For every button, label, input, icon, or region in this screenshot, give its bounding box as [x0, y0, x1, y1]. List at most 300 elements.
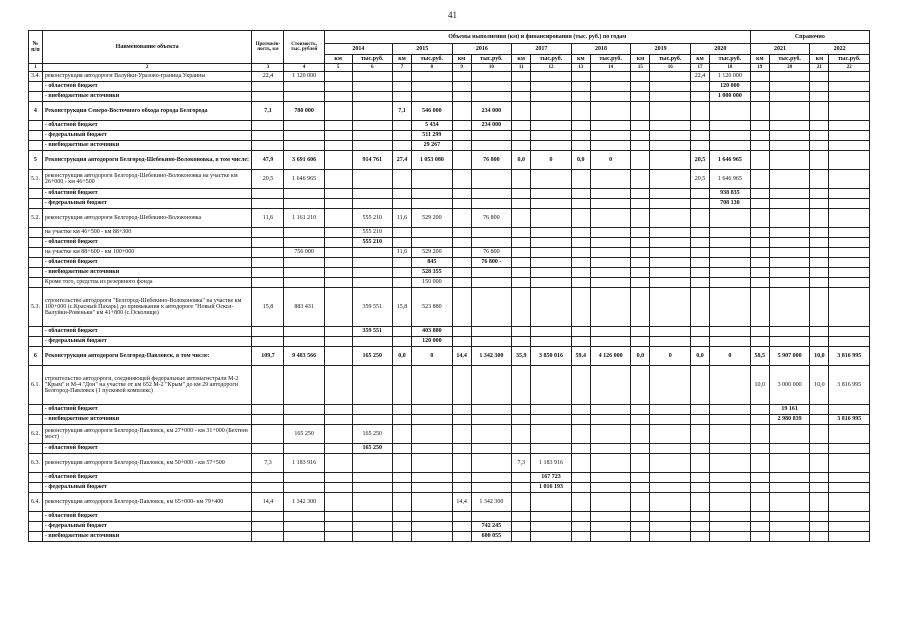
- value-cell: [650, 199, 690, 209]
- row-number-cell: [29, 82, 43, 92]
- value-cell: [769, 72, 809, 82]
- value-cell: [252, 189, 284, 199]
- value-cell: [352, 121, 392, 131]
- value-cell: 234 000: [471, 121, 511, 131]
- table-row: [29, 415, 870, 425]
- header-length: Протяжён-ность, км: [252, 31, 284, 64]
- value-cell: [531, 405, 571, 415]
- value-cell: [471, 512, 511, 522]
- value-cell: [690, 444, 709, 454]
- row-number-cell: [29, 405, 43, 415]
- value-cell: [571, 366, 590, 405]
- value-cell: 528 355: [412, 268, 452, 278]
- value-cell: 15,8: [392, 288, 411, 327]
- value-cell: 1 342 300: [471, 347, 511, 366]
- value-cell: [769, 82, 809, 92]
- value-cell: [352, 522, 392, 532]
- value-cell: [690, 278, 709, 288]
- value-cell: [531, 258, 571, 268]
- value-cell: [284, 199, 324, 209]
- value-cell: [252, 405, 284, 415]
- value-cell: [512, 522, 531, 532]
- table-row: [29, 444, 870, 454]
- unit-rub-2021: тыс.руб.: [769, 55, 809, 64]
- row-number-cell: [29, 121, 43, 131]
- object-name-cell: реконструкция автодороги Белгород-Павловск, км 65+000- км 79+400: [42, 493, 252, 512]
- value-cell: [252, 131, 284, 141]
- value-cell: [710, 532, 751, 542]
- value-cell: 1 161 210: [284, 209, 324, 228]
- value-cell: [750, 483, 769, 493]
- value-cell: [810, 473, 829, 483]
- value-cell: [590, 454, 630, 473]
- value-cell: [512, 493, 531, 512]
- value-cell: [531, 72, 571, 82]
- value-cell: [531, 415, 571, 425]
- value-cell: [284, 512, 324, 522]
- value-cell: [710, 288, 751, 327]
- value-cell: [452, 199, 471, 209]
- value-cell: [452, 278, 471, 288]
- value-cell: [452, 405, 471, 415]
- value-cell: 76 800: [471, 248, 511, 258]
- value-cell: [710, 209, 751, 228]
- value-cell: [452, 131, 471, 141]
- row-number-cell: 6.2.: [29, 425, 43, 444]
- value-cell: [590, 366, 630, 405]
- value-cell: [531, 337, 571, 347]
- value-cell: [650, 268, 690, 278]
- value-cell: [252, 92, 284, 102]
- header-no: № п/п: [29, 31, 43, 64]
- value-cell: [452, 189, 471, 199]
- row-number-cell: 6.1.: [29, 366, 43, 405]
- value-cell: [590, 238, 630, 248]
- value-cell: [252, 258, 284, 268]
- value-cell: [690, 228, 709, 238]
- value-cell: 5 907 000: [769, 347, 809, 366]
- value-cell: [590, 268, 630, 278]
- value-cell: [352, 248, 392, 258]
- value-cell: [471, 170, 511, 189]
- value-cell: [531, 82, 571, 92]
- value-cell: [324, 454, 352, 473]
- value-cell: [571, 288, 590, 327]
- value-cell: [471, 82, 511, 92]
- value-cell: [324, 493, 352, 512]
- value-cell: 1 646 965: [710, 170, 751, 189]
- object-name-cell: - областной бюджет: [42, 405, 252, 415]
- table-row: [29, 483, 870, 493]
- value-cell: [512, 288, 531, 327]
- value-cell: [769, 532, 809, 542]
- value-cell: [750, 454, 769, 473]
- value-cell: [769, 288, 809, 327]
- value-cell: 0,0: [690, 347, 709, 366]
- value-cell: [690, 522, 709, 532]
- year-header-2014: 2014: [324, 44, 392, 55]
- value-cell: [631, 288, 650, 327]
- object-name-cell: Кроме того, средства из резервного фонда: [42, 278, 252, 288]
- value-cell: [590, 170, 630, 189]
- value-cell: [571, 444, 590, 454]
- object-name-cell: Реконструкция Северо-Восточного обхода города Белгорода: [42, 102, 252, 121]
- value-cell: 529 200: [412, 248, 452, 258]
- value-cell: [412, 228, 452, 238]
- value-cell: [324, 532, 352, 542]
- value-cell: [571, 92, 590, 102]
- value-cell: [769, 512, 809, 522]
- value-cell: [750, 522, 769, 532]
- value-cell: [769, 327, 809, 337]
- value-cell: [412, 82, 452, 92]
- value-cell: [690, 493, 709, 512]
- value-cell: [252, 532, 284, 542]
- value-cell: [252, 268, 284, 278]
- value-cell: [452, 366, 471, 405]
- value-cell: [631, 327, 650, 337]
- unit-rub-2022: тыс.руб.: [829, 55, 870, 64]
- value-cell: [324, 512, 352, 522]
- table-row: [29, 522, 870, 532]
- value-cell: [452, 473, 471, 483]
- value-cell: [324, 425, 352, 444]
- table-row: [29, 151, 870, 170]
- value-cell: [810, 209, 829, 228]
- table-row: [29, 238, 870, 248]
- value-cell: [650, 337, 690, 347]
- value-cell: [710, 131, 751, 141]
- value-cell: [531, 131, 571, 141]
- value-cell: [710, 512, 751, 522]
- value-cell: 22,4: [690, 72, 709, 82]
- value-cell: [471, 189, 511, 199]
- value-cell: [750, 288, 769, 327]
- value-cell: [750, 131, 769, 141]
- value-cell: [590, 415, 630, 425]
- value-cell: [590, 337, 630, 347]
- column-number: 19: [750, 64, 769, 72]
- value-cell: [392, 141, 411, 151]
- value-cell: [252, 238, 284, 248]
- value-cell: [710, 337, 751, 347]
- row-number-cell: [29, 278, 43, 288]
- value-cell: [690, 483, 709, 493]
- value-cell: [531, 268, 571, 278]
- value-cell: [829, 72, 870, 82]
- value-cell: [352, 258, 392, 268]
- object-name-cell: - областной бюджет: [42, 512, 252, 522]
- value-cell: [571, 532, 590, 542]
- value-cell: [471, 228, 511, 238]
- value-cell: [452, 72, 471, 82]
- value-cell: [810, 228, 829, 238]
- value-cell: [452, 532, 471, 542]
- value-cell: [392, 337, 411, 347]
- row-number-cell: 3.4.: [29, 72, 43, 82]
- value-cell: [571, 72, 590, 82]
- value-cell: [750, 258, 769, 268]
- unit-km-2021: км: [750, 55, 769, 64]
- row-number-cell: [29, 258, 43, 268]
- value-cell: [571, 454, 590, 473]
- value-cell: [810, 415, 829, 425]
- value-cell: [452, 454, 471, 473]
- value-cell: [690, 268, 709, 278]
- value-cell: [512, 532, 531, 542]
- value-cell: [750, 170, 769, 189]
- unit-rub-2014: тыс.руб.: [352, 55, 392, 64]
- value-cell: 120 000: [710, 82, 751, 92]
- row-number-cell: 6.4.: [29, 493, 43, 512]
- value-cell: [829, 209, 870, 228]
- value-cell: [392, 327, 411, 337]
- value-cell: [392, 131, 411, 141]
- value-cell: [252, 512, 284, 522]
- unit-rub-2015: тыс.руб.: [412, 55, 452, 64]
- value-cell: 3 816 995: [829, 347, 870, 366]
- value-cell: 76 800: [471, 151, 511, 170]
- value-cell: [631, 268, 650, 278]
- row-number-cell: [29, 228, 43, 238]
- object-name-cell: - федеральный бюджет: [42, 199, 252, 209]
- value-cell: [829, 493, 870, 512]
- value-cell: [284, 131, 324, 141]
- value-cell: [252, 121, 284, 131]
- value-cell: [452, 209, 471, 228]
- value-cell: [452, 258, 471, 268]
- table-row: [29, 121, 870, 131]
- object-name-cell: - внебюджетные источники: [42, 415, 252, 425]
- value-cell: 0,0: [631, 347, 650, 366]
- value-cell: [710, 473, 751, 483]
- value-cell: [471, 366, 511, 405]
- value-cell: [471, 337, 511, 347]
- table-row: [29, 278, 870, 288]
- value-cell: [590, 405, 630, 415]
- value-cell: [512, 268, 531, 278]
- value-cell: [252, 248, 284, 258]
- value-cell: [512, 405, 531, 415]
- value-cell: [324, 405, 352, 415]
- value-cell: [571, 268, 590, 278]
- value-cell: [829, 189, 870, 199]
- value-cell: [810, 278, 829, 288]
- value-cell: [750, 327, 769, 337]
- value-cell: [750, 121, 769, 131]
- value-cell: [252, 444, 284, 454]
- value-cell: [829, 405, 870, 415]
- value-cell: 1 342 300: [284, 493, 324, 512]
- value-cell: [810, 532, 829, 542]
- value-cell: [392, 532, 411, 542]
- value-cell: [810, 199, 829, 209]
- table-row: [29, 366, 870, 405]
- value-cell: [769, 199, 809, 209]
- row-number-cell: 5: [29, 151, 43, 170]
- value-cell: [571, 82, 590, 92]
- value-cell: [829, 170, 870, 189]
- value-cell: [392, 483, 411, 493]
- value-cell: 167 723: [531, 473, 571, 483]
- value-cell: [352, 170, 392, 189]
- unit-km-2016: км: [452, 55, 471, 64]
- value-cell: [512, 82, 531, 92]
- value-cell: [769, 522, 809, 532]
- table-row: [29, 288, 870, 327]
- value-cell: [284, 532, 324, 542]
- value-cell: 11,6: [252, 209, 284, 228]
- value-cell: [412, 522, 452, 532]
- value-cell: [590, 278, 630, 288]
- value-cell: [650, 366, 690, 405]
- value-cell: [650, 141, 690, 151]
- value-cell: [452, 228, 471, 238]
- value-cell: [392, 92, 411, 102]
- value-cell: 1 646 965: [710, 151, 751, 170]
- value-cell: [252, 82, 284, 92]
- year-header-2019: 2019: [631, 44, 691, 55]
- value-cell: [631, 366, 650, 405]
- value-cell: [590, 92, 630, 102]
- value-cell: 883 431: [284, 288, 324, 327]
- table-row: [29, 405, 870, 415]
- object-name-cell: реконструкция автодороги Валуйки-Уразово-граница Украины: [42, 72, 252, 82]
- value-cell: [252, 278, 284, 288]
- value-cell: [531, 366, 571, 405]
- value-cell: [650, 189, 690, 199]
- value-cell: [452, 483, 471, 493]
- value-cell: [392, 238, 411, 248]
- year-header-2021: 2021: [750, 44, 810, 55]
- value-cell: [810, 102, 829, 121]
- value-cell: [452, 102, 471, 121]
- value-cell: [710, 238, 751, 248]
- object-name-cell: - областной бюджет: [42, 189, 252, 199]
- year-header-2015: 2015: [392, 44, 452, 55]
- object-name-cell: Реконструкция автодороги Белгород-Шебекино-Волоконовка, в том числе:: [42, 151, 252, 170]
- column-number: 8: [412, 64, 452, 72]
- header-cost: Стоимость, тыс. рублей: [284, 31, 324, 64]
- value-cell: [531, 522, 571, 532]
- value-cell: [829, 337, 870, 347]
- value-cell: [352, 72, 392, 82]
- value-cell: [531, 327, 571, 337]
- value-cell: [392, 199, 411, 209]
- column-number: 22: [829, 64, 870, 72]
- object-name-cell: - внебюджетные источники: [42, 532, 252, 542]
- value-cell: [750, 141, 769, 151]
- value-cell: [810, 405, 829, 415]
- value-cell: [392, 473, 411, 483]
- column-number: 17: [690, 64, 709, 72]
- value-cell: [531, 444, 571, 454]
- value-cell: [512, 444, 531, 454]
- value-cell: [252, 415, 284, 425]
- value-cell: [324, 228, 352, 238]
- value-cell: [829, 532, 870, 542]
- table-row: [29, 189, 870, 199]
- value-cell: [452, 248, 471, 258]
- value-cell: [571, 425, 590, 444]
- value-cell: [650, 405, 690, 415]
- value-cell: [650, 170, 690, 189]
- value-cell: [252, 199, 284, 209]
- value-cell: [392, 522, 411, 532]
- value-cell: [452, 444, 471, 454]
- value-cell: [392, 121, 411, 131]
- value-cell: [471, 454, 511, 473]
- value-cell: [810, 337, 829, 347]
- value-cell: [829, 102, 870, 121]
- value-cell: [512, 92, 531, 102]
- value-cell: [631, 209, 650, 228]
- value-cell: 10,0: [810, 347, 829, 366]
- value-cell: [650, 228, 690, 238]
- value-cell: [631, 532, 650, 542]
- value-cell: [324, 170, 352, 189]
- value-cell: [710, 102, 751, 121]
- value-cell: 165 250: [352, 444, 392, 454]
- value-cell: [631, 102, 650, 121]
- value-cell: [631, 141, 650, 151]
- value-cell: [631, 522, 650, 532]
- value-cell: [512, 473, 531, 483]
- value-cell: [284, 228, 324, 238]
- value-cell: [810, 258, 829, 268]
- value-cell: [571, 228, 590, 238]
- value-cell: [252, 425, 284, 444]
- value-cell: [252, 522, 284, 532]
- value-cell: [252, 473, 284, 483]
- value-cell: [750, 425, 769, 444]
- value-cell: [452, 288, 471, 327]
- value-cell: [392, 366, 411, 405]
- value-cell: 109,7: [252, 347, 284, 366]
- row-number-cell: [29, 337, 43, 347]
- value-cell: [471, 72, 511, 82]
- value-cell: [829, 327, 870, 337]
- value-cell: [531, 228, 571, 238]
- row-number-cell: [29, 522, 43, 532]
- table-row: [29, 170, 870, 189]
- value-cell: [590, 189, 630, 199]
- value-cell: [571, 337, 590, 347]
- row-number-cell: 6.3.: [29, 454, 43, 473]
- value-cell: 14,4: [452, 347, 471, 366]
- row-number-cell: 6: [29, 347, 43, 366]
- table-row: [29, 327, 870, 337]
- value-cell: [512, 425, 531, 444]
- value-cell: 0: [590, 151, 630, 170]
- value-cell: [650, 72, 690, 82]
- value-cell: [531, 238, 571, 248]
- value-cell: [769, 141, 809, 151]
- value-cell: [324, 366, 352, 405]
- value-cell: [512, 209, 531, 228]
- value-cell: [471, 444, 511, 454]
- value-cell: [392, 170, 411, 189]
- value-cell: 165 250: [352, 347, 392, 366]
- value-cell: [750, 151, 769, 170]
- value-cell: [690, 121, 709, 131]
- value-cell: [650, 258, 690, 268]
- value-cell: [452, 151, 471, 170]
- value-cell: [324, 258, 352, 268]
- column-number: 21: [810, 64, 829, 72]
- value-cell: [650, 425, 690, 444]
- value-cell: [284, 258, 324, 268]
